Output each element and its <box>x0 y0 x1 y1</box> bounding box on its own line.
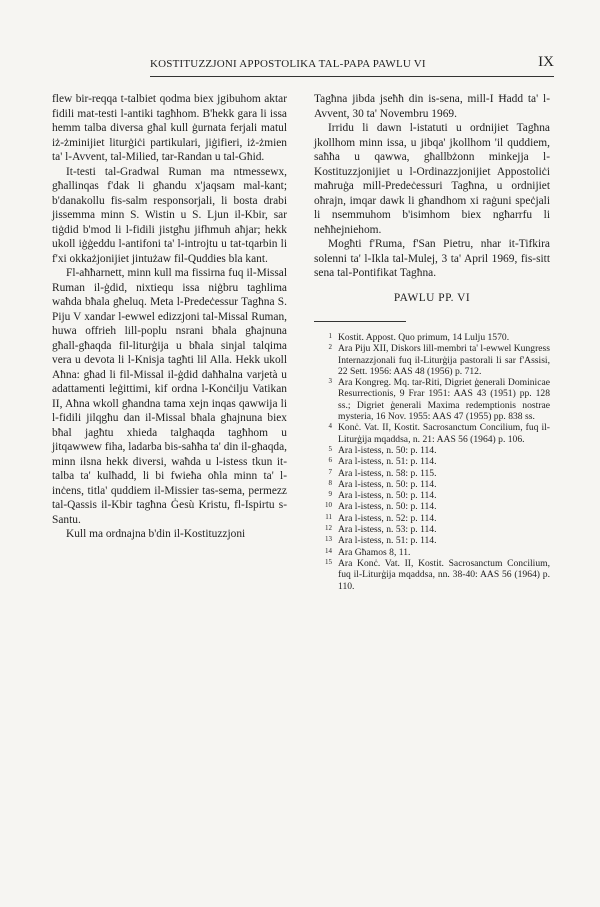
footnote-number: 9 <box>328 490 332 499</box>
footnote-text: Ara l-istess, n. 52: p. 114. <box>338 512 437 524</box>
footnote-number: 3 <box>328 377 332 386</box>
footnote-number: 14 <box>325 546 332 555</box>
footnote <box>314 377 550 422</box>
footnote <box>314 547 550 558</box>
footnote-text: Ara Konċ. Vat. II, Kostit. Sacrosanctum Concilium, fuq il-Liturġija mqaddsa, nn. 38-40: AAS 56 (1964) p. 110. <box>338 557 550 592</box>
footnote-number: 11 <box>325 512 332 521</box>
paragraph: It-testi tal-Gradwal Ruman ma ntmessewx, għallinqas f'dak li għandu x'jaqsam mal-kant; b'danakollu fis-salm responsorjali, li bosta drabi jissemma minn S. Wistin u S. Ljun il-Kbir, sar tiġdid b'mod li l-fidili jistgħu jifhmuh aħjar; hekk ukoll iġġeddu l-antifoni ta' l-introjtu u tat-tqarbin li f'xi okkażjonijiet jintużaw fil-Quddies bla kant. <box>52 165 287 265</box>
footnote-text: Ara Piju XII, Diskors lill-membri ta' l-ewwel Kungress Internazzjonali fuq il-Liturġija pastorali li sar f'Assisi, 22 Sett. 1956: AAS 48 (1956) p. 712. <box>338 343 550 377</box>
footnote <box>314 535 550 546</box>
footnote-text: Ara l-istess, n. 50: p. 114. <box>338 501 437 513</box>
footnote-number: 10 <box>325 501 332 510</box>
running-head: KOSTITUZZJONI APPOSTOLIKA TAL-PAPA PAWLU VI <box>150 58 426 70</box>
paragraph: Tagħna jibda jseħħ din is-sena, mill-I Ħadd ta' l-Avvent, 30 ta' Novembru 1969. <box>314 93 550 120</box>
footnote-text: Ara l-istess, n. 50: p. 114. <box>338 490 437 502</box>
paragraph: Fl-aħħarnett, minn kull ma fissirna fuq il-Missal Ruman il-ġdid, nixtiequ issa niġbru taghlima waħda bħala għeluq. Meta l-Predeċessur Tagħna S. Piju V xandar l-ewwel edizzjoni tal-Missal Ruman, huwa offrieh lill-poplu nsrani bħala għajnuna għall-għaqda fil-liturġija u bħala sinjal talqima vera u devota li l-Knisja tagħti lil Alla. Hekk ukoll Aħna: għad li fil-Missal il-ġdid daħħalna varjetà u adattamenti leġittimi, kif ordna l-Konċilju Vatikan II, Aħna wkoll għandna tama xejn inqas qawwija li l-fidili jilqgħu dan il-Missal bħala għajnuna biex bħal jagħtu xhieda talgħaqda tagħhom u jitqawwew fiha, ladarba bis-saħħa ta' din il-għaqda, minn ilsna hekk diversi, waħda u l-istess tkun it-talba ta' kulħadd, li bi fwieħa oħla minn ta' l-inċens, titla' quddiem il-Missier tas-sema, permezz tal-Qassis il-Kbir tagħna Ġesù Kristu, fl-Ispirtu s-Santu. <box>52 267 287 526</box>
footnote <box>314 456 550 467</box>
footnote-text: Ara l-istess, n. 51: p. 114. <box>338 456 437 468</box>
footnote-number: 13 <box>325 535 332 544</box>
footnote-text: Ara l-istess, n. 51: p. 114. <box>338 535 437 547</box>
footnote-number: 5 <box>328 444 332 453</box>
footnote <box>314 445 550 456</box>
footnote <box>314 513 550 524</box>
footnote-text: Ara Għamos 8, 11. <box>338 546 411 558</box>
paragraph: Irridu li dawn l-istatuti u ordnijiet Tagħna jkollhom minn issa, u jibqa' jkollhom 'il quddiem, saħħa u qawwa, għallbżonn minkejja l-Kostituzzjonijiet u l-Ordinazzjonijiet Appostoliċi maħruġa mill-Predeċessuri Tagħna, u ordnijiet oħrajn, imqar dawk li għandhom xi raġuni speċjali li nsemmuhom b'isimhom biex ngħarrfu li neħħejniehom. <box>314 122 550 236</box>
footnote-text: Konċ. Vat. II, Kostit. Sacrosanctum Concilium, fuq il-Liturġija mqaddsa, n. 21: AAS 56 (1964) p. 106. <box>338 422 550 445</box>
footnote <box>314 524 550 535</box>
footnote <box>314 422 550 445</box>
page-header <box>150 52 554 77</box>
footnote-text: Ara l-istess, n. 53: p. 114. <box>338 524 437 536</box>
footnote <box>314 479 550 490</box>
footnote-number: 6 <box>328 456 332 465</box>
footnotes <box>314 332 550 592</box>
footnote-number: 12 <box>325 524 332 533</box>
footnote-text: Kostit. Appost. Quo primum, 14 Lulju 1570. <box>338 332 510 343</box>
paragraph: flew bir-reqqa t-talbiet qodma biex jgibuhom aktar fidili mat-testi l-antiki tagħhom. B'hekk gara li issa hemm talba diversa għal kull ġurnata ferjali matul iż-żminijiet liturġiċi partikulari, jiġifieri, iż-żmien ta' l-Avvent, tal-Milied, tar-Randan u tal-Għid. <box>52 93 287 163</box>
footnote <box>314 332 550 343</box>
footnote-divider <box>314 321 406 322</box>
paragraph: Mogħti f'Ruma, f'San Pietru, nhar it-Tifkira solenni ta' l-Ikla tal-Mulej, 3 ta' April 1969, fis-sitt sena tal-Pontifikat Tagħna. <box>314 238 550 279</box>
footnote <box>314 501 550 512</box>
footnote <box>314 558 550 592</box>
footnote-number: 15 <box>325 557 332 566</box>
footnote-text: Ara l-istess, n. 50: p. 114. <box>338 444 437 456</box>
footnote-text: Ara Kongreg. Mq. tar-Riti, Digriet ġenerali Dominicae Resurrectionis, 9 Frar 1951: AAS 43 (1951) pp. 128 ss.; Digriet ġenerali Maxima redemptionis nostrae mysteria, 16 Nov. 1955: AAS 47 (1955) pp. 838 ss. <box>338 377 550 423</box>
left-column <box>52 92 287 542</box>
footnote <box>314 343 550 377</box>
footnote-number: 1 <box>328 332 332 340</box>
right-column <box>314 92 550 592</box>
footnote-number: 7 <box>328 467 332 476</box>
page-number: IX <box>538 54 554 70</box>
footnote <box>314 468 550 479</box>
footnote-number: 2 <box>328 343 332 352</box>
footnote-text: Ara l-istess, n. 50: p. 114. <box>338 478 437 490</box>
footnote-text: Ara l-istess, n. 58: p. 115. <box>338 467 437 479</box>
signature: PAWLU PP. VI <box>393 291 471 304</box>
footnote <box>314 490 550 501</box>
footnote-number: 4 <box>328 422 332 431</box>
footnote-number: 8 <box>328 478 332 487</box>
paragraph: Kull ma ordnajna b'din il-Kostituzzjoni <box>66 528 246 540</box>
